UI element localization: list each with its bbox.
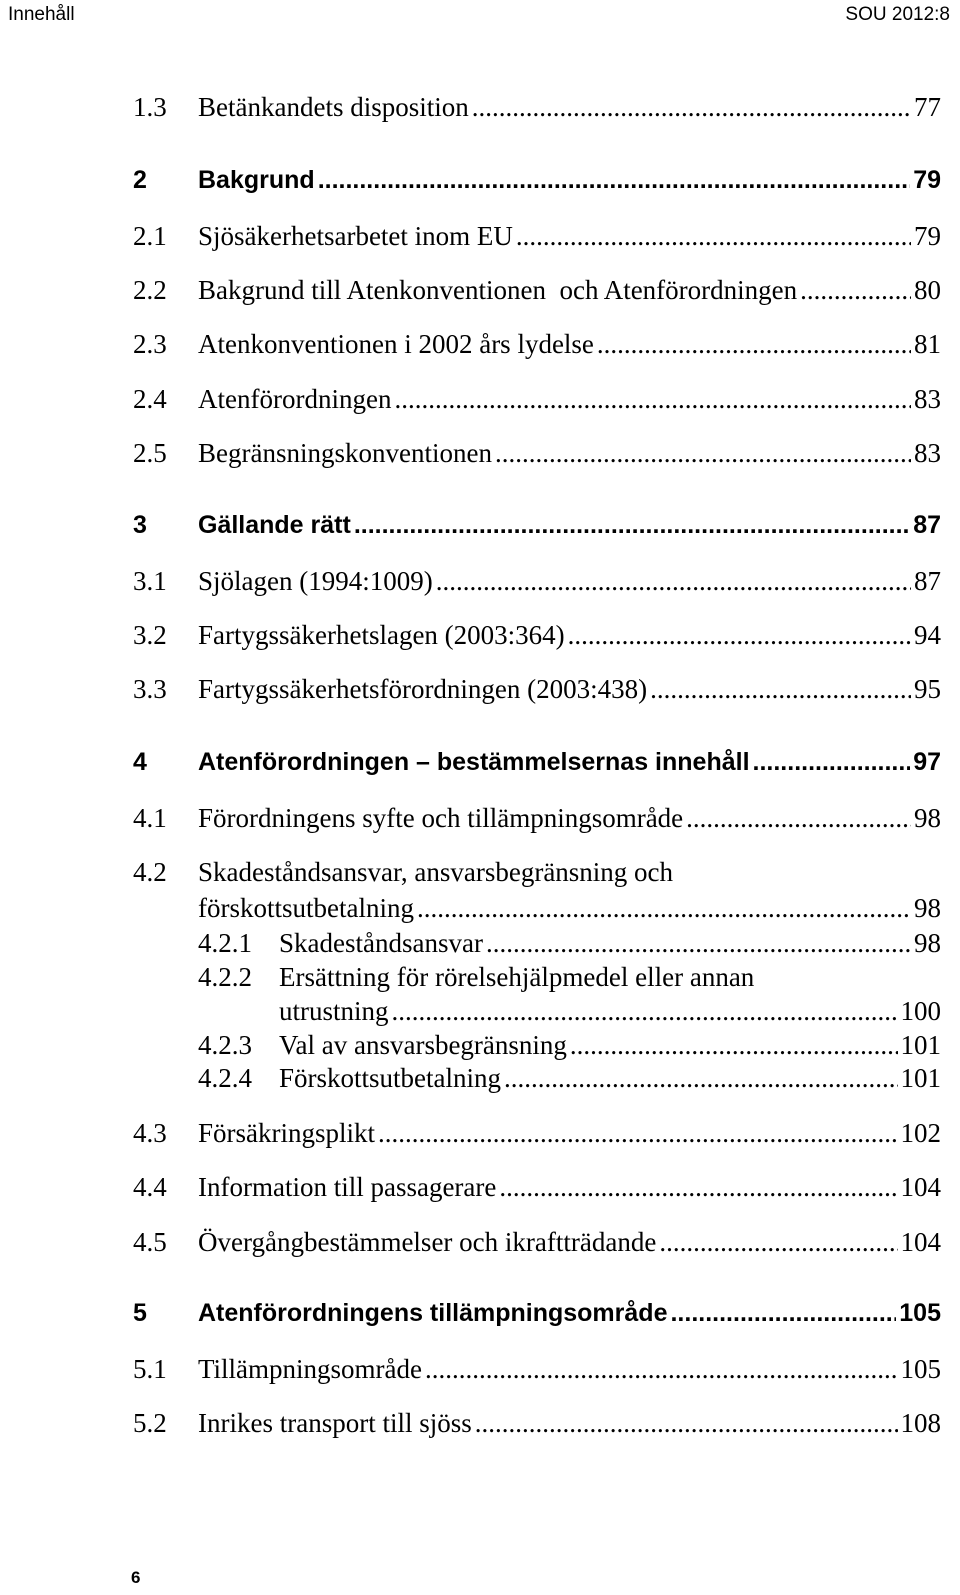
toc-entry[interactable] bbox=[133, 857, 941, 929]
toc-entry-title: Skadeståndsansvar bbox=[279, 928, 483, 958]
toc-entry-page: 80 bbox=[914, 275, 941, 305]
toc-leader-dots bbox=[570, 1030, 898, 1061]
toc-entry-number: 3.1 bbox=[133, 566, 167, 596]
toc-entry[interactable] bbox=[133, 438, 941, 474]
toc-chapter-entry[interactable] bbox=[133, 748, 941, 784]
toc-entry-title: Sjösäkerhetsarbetet inom EU bbox=[198, 221, 513, 251]
toc-entry[interactable] bbox=[133, 1354, 941, 1390]
toc-entry-title: Ersättning för rörelsehjälpmedel eller annan bbox=[279, 962, 755, 992]
toc-entry-number: 4.3 bbox=[133, 1118, 167, 1148]
toc-leader-dots bbox=[670, 1299, 896, 1328]
toc-entry-page: 83 bbox=[914, 384, 941, 414]
toc-leader-dots bbox=[318, 166, 911, 195]
toc-entry-page: 95 bbox=[914, 674, 941, 704]
toc-entry-number: 4 bbox=[133, 748, 147, 776]
toc-entry-number: 2.3 bbox=[133, 329, 167, 359]
toc-leader-dots bbox=[504, 1063, 898, 1094]
toc-entry-page: 104 bbox=[900, 1172, 941, 1202]
toc-entry-number: 3.3 bbox=[133, 674, 167, 704]
toc-leader-dots bbox=[354, 511, 910, 540]
toc-entry-number: 1.3 bbox=[133, 92, 167, 122]
toc-leader-dots bbox=[659, 1227, 897, 1258]
toc-entry-page: 100 bbox=[900, 996, 941, 1026]
toc-entry[interactable] bbox=[133, 1172, 941, 1208]
toc-leader-dots bbox=[472, 92, 911, 123]
toc-leader-dots bbox=[650, 674, 911, 705]
toc-entry-number: 4.1 bbox=[133, 803, 167, 833]
toc-leader-dots bbox=[392, 996, 898, 1027]
toc-entry-title: Bakgrund till Atenkonventionen och Atenförordningen bbox=[198, 275, 798, 305]
toc-entry[interactable] bbox=[133, 1030, 941, 1066]
toc-entry-title: Atenförordningen bbox=[198, 384, 392, 414]
toc-entry-page: 87 bbox=[913, 511, 941, 539]
toc-entry-number: 4.2.1 bbox=[198, 928, 252, 958]
toc-entry-page: 105 bbox=[900, 1354, 941, 1384]
toc-entry-title: Atenkonventionen i 2002 års lydelse bbox=[198, 329, 594, 359]
toc-entry-number: 5.1 bbox=[133, 1354, 167, 1384]
running-header-document-id: SOU 2012:8 bbox=[845, 4, 950, 25]
toc-entry-number: 5.2 bbox=[133, 1408, 167, 1438]
toc-entry-title: Fartygssäkerhetsförordningen (2003:438) bbox=[198, 674, 648, 704]
toc-entry-number: 2 bbox=[133, 166, 147, 194]
toc-entry[interactable] bbox=[133, 329, 941, 365]
toc-entry-number: 4.4 bbox=[133, 1172, 167, 1202]
toc-entry-title-continuation: utrustning bbox=[279, 996, 389, 1026]
toc-leader-dots bbox=[425, 1354, 897, 1385]
toc-leader-dots bbox=[495, 438, 911, 469]
toc-entry-number: 3 bbox=[133, 511, 147, 539]
toc-entry-page: 101 bbox=[900, 1063, 941, 1093]
toc-entry-number: 4.2 bbox=[133, 857, 167, 887]
toc-entry-page: 101 bbox=[900, 1030, 941, 1060]
toc-entry[interactable] bbox=[133, 674, 941, 710]
toc-entry[interactable] bbox=[133, 1227, 941, 1263]
toc-entry-title: Tillämpningsområde bbox=[198, 1354, 423, 1384]
toc-leader-dots bbox=[475, 1408, 898, 1439]
toc-entry-number: 4.2.4 bbox=[198, 1063, 252, 1093]
toc-entry-page: 83 bbox=[914, 438, 941, 468]
toc-leader-dots bbox=[436, 566, 911, 597]
toc-entry-title: Förskottsutbetalning bbox=[279, 1063, 501, 1093]
toc-entry[interactable] bbox=[133, 620, 941, 656]
toc-leader-dots bbox=[597, 329, 911, 360]
toc-leader-dots bbox=[686, 803, 911, 834]
toc-entry-title: Försäkringsplikt bbox=[198, 1118, 376, 1148]
toc-entry-number: 2.5 bbox=[133, 438, 167, 468]
toc-entry-page: 104 bbox=[900, 1227, 941, 1257]
toc-entry-page: 98 bbox=[914, 803, 941, 833]
running-header-section: Innehåll bbox=[8, 4, 75, 25]
toc-entry[interactable] bbox=[133, 1063, 941, 1099]
toc-entry-title: Övergångbestämmelser och ikraftträdande bbox=[198, 1227, 657, 1257]
toc-entry[interactable] bbox=[133, 566, 941, 602]
toc-entry[interactable] bbox=[133, 221, 941, 257]
toc-entry-page: 108 bbox=[900, 1408, 941, 1438]
toc-entry-title: Bakgrund bbox=[198, 166, 315, 194]
toc-leader-dots bbox=[516, 221, 911, 252]
toc-entry-page: 102 bbox=[900, 1118, 941, 1148]
toc-entry[interactable] bbox=[133, 928, 941, 964]
toc-entry-number: 2.1 bbox=[133, 221, 167, 251]
toc-chapter-entry[interactable] bbox=[133, 166, 941, 202]
toc-entry[interactable] bbox=[133, 962, 941, 1034]
toc-entry-title: Val av ansvarsbegränsning bbox=[279, 1030, 567, 1060]
toc-leader-dots bbox=[378, 1118, 897, 1149]
toc-leader-dots bbox=[394, 384, 911, 415]
toc-entry-page: 98 bbox=[914, 928, 941, 958]
toc-entry-title: Begränsningskonventionen bbox=[198, 438, 492, 468]
toc-entry[interactable] bbox=[133, 384, 941, 420]
toc-entry-number: 4.5 bbox=[133, 1227, 167, 1257]
toc-entry-page: 79 bbox=[914, 221, 941, 251]
toc-entry-number: 2.2 bbox=[133, 275, 167, 305]
toc-entry[interactable] bbox=[133, 803, 941, 839]
toc-entry-title: Betänkandets disposition bbox=[198, 92, 469, 122]
toc-chapter-entry[interactable] bbox=[133, 1299, 941, 1335]
toc-entry[interactable] bbox=[133, 1408, 941, 1444]
toc-entry-number: 4.2.2 bbox=[198, 962, 252, 992]
toc-chapter-entry[interactable] bbox=[133, 511, 941, 547]
toc-entry-number: 5 bbox=[133, 1299, 147, 1327]
toc-entry-title: Sjölagen (1994:1009) bbox=[198, 566, 433, 596]
toc-entry-title: Förordningens syfte och tillämpningsområde bbox=[198, 803, 684, 833]
toc-entry-title: Atenförordningens tillämpningsområde bbox=[198, 1299, 668, 1327]
toc-entry-number: 2.4 bbox=[133, 384, 167, 414]
toc-leader-dots bbox=[417, 893, 911, 924]
toc-entry-page: 98 bbox=[914, 893, 941, 923]
toc-entry-title: Skadeståndsansvar, ansvarsbegränsning och bbox=[198, 857, 674, 887]
toc-entry-page: 97 bbox=[913, 748, 941, 776]
toc-entry[interactable] bbox=[133, 92, 941, 128]
toc-leader-dots bbox=[800, 275, 911, 306]
toc-entry-title: Inrikes transport till sjöss bbox=[198, 1408, 472, 1438]
toc-entry-page: 77 bbox=[914, 92, 941, 122]
toc-leader-dots bbox=[568, 620, 911, 651]
toc-entry-number: 3.2 bbox=[133, 620, 167, 650]
toc-entry-number: 4.2.3 bbox=[198, 1030, 252, 1060]
toc-entry-title: Gällande rätt bbox=[198, 511, 351, 539]
toc-leader-dots bbox=[753, 748, 911, 777]
toc-entry[interactable] bbox=[133, 1118, 941, 1154]
toc-entry-page: 79 bbox=[913, 166, 941, 194]
toc-entry-page: 81 bbox=[914, 329, 941, 359]
toc-entry-page: 105 bbox=[899, 1299, 941, 1327]
toc-leader-dots bbox=[499, 1172, 897, 1203]
toc-entry-title-continuation: förskottsutbetalning bbox=[198, 893, 414, 923]
page-number: 6 bbox=[131, 1568, 141, 1587]
toc-entry-page: 94 bbox=[914, 620, 941, 650]
toc-leader-dots bbox=[486, 928, 911, 959]
toc-entry-title: Fartygssäkerhetslagen (2003:364) bbox=[198, 620, 565, 650]
toc-entry-title: Atenförordningen – bestämmelsernas innehåll bbox=[198, 748, 750, 776]
toc-entry-title: Information till passagerare bbox=[198, 1172, 497, 1202]
toc-entry-page: 87 bbox=[914, 566, 941, 596]
toc-entry[interactable] bbox=[133, 275, 941, 311]
